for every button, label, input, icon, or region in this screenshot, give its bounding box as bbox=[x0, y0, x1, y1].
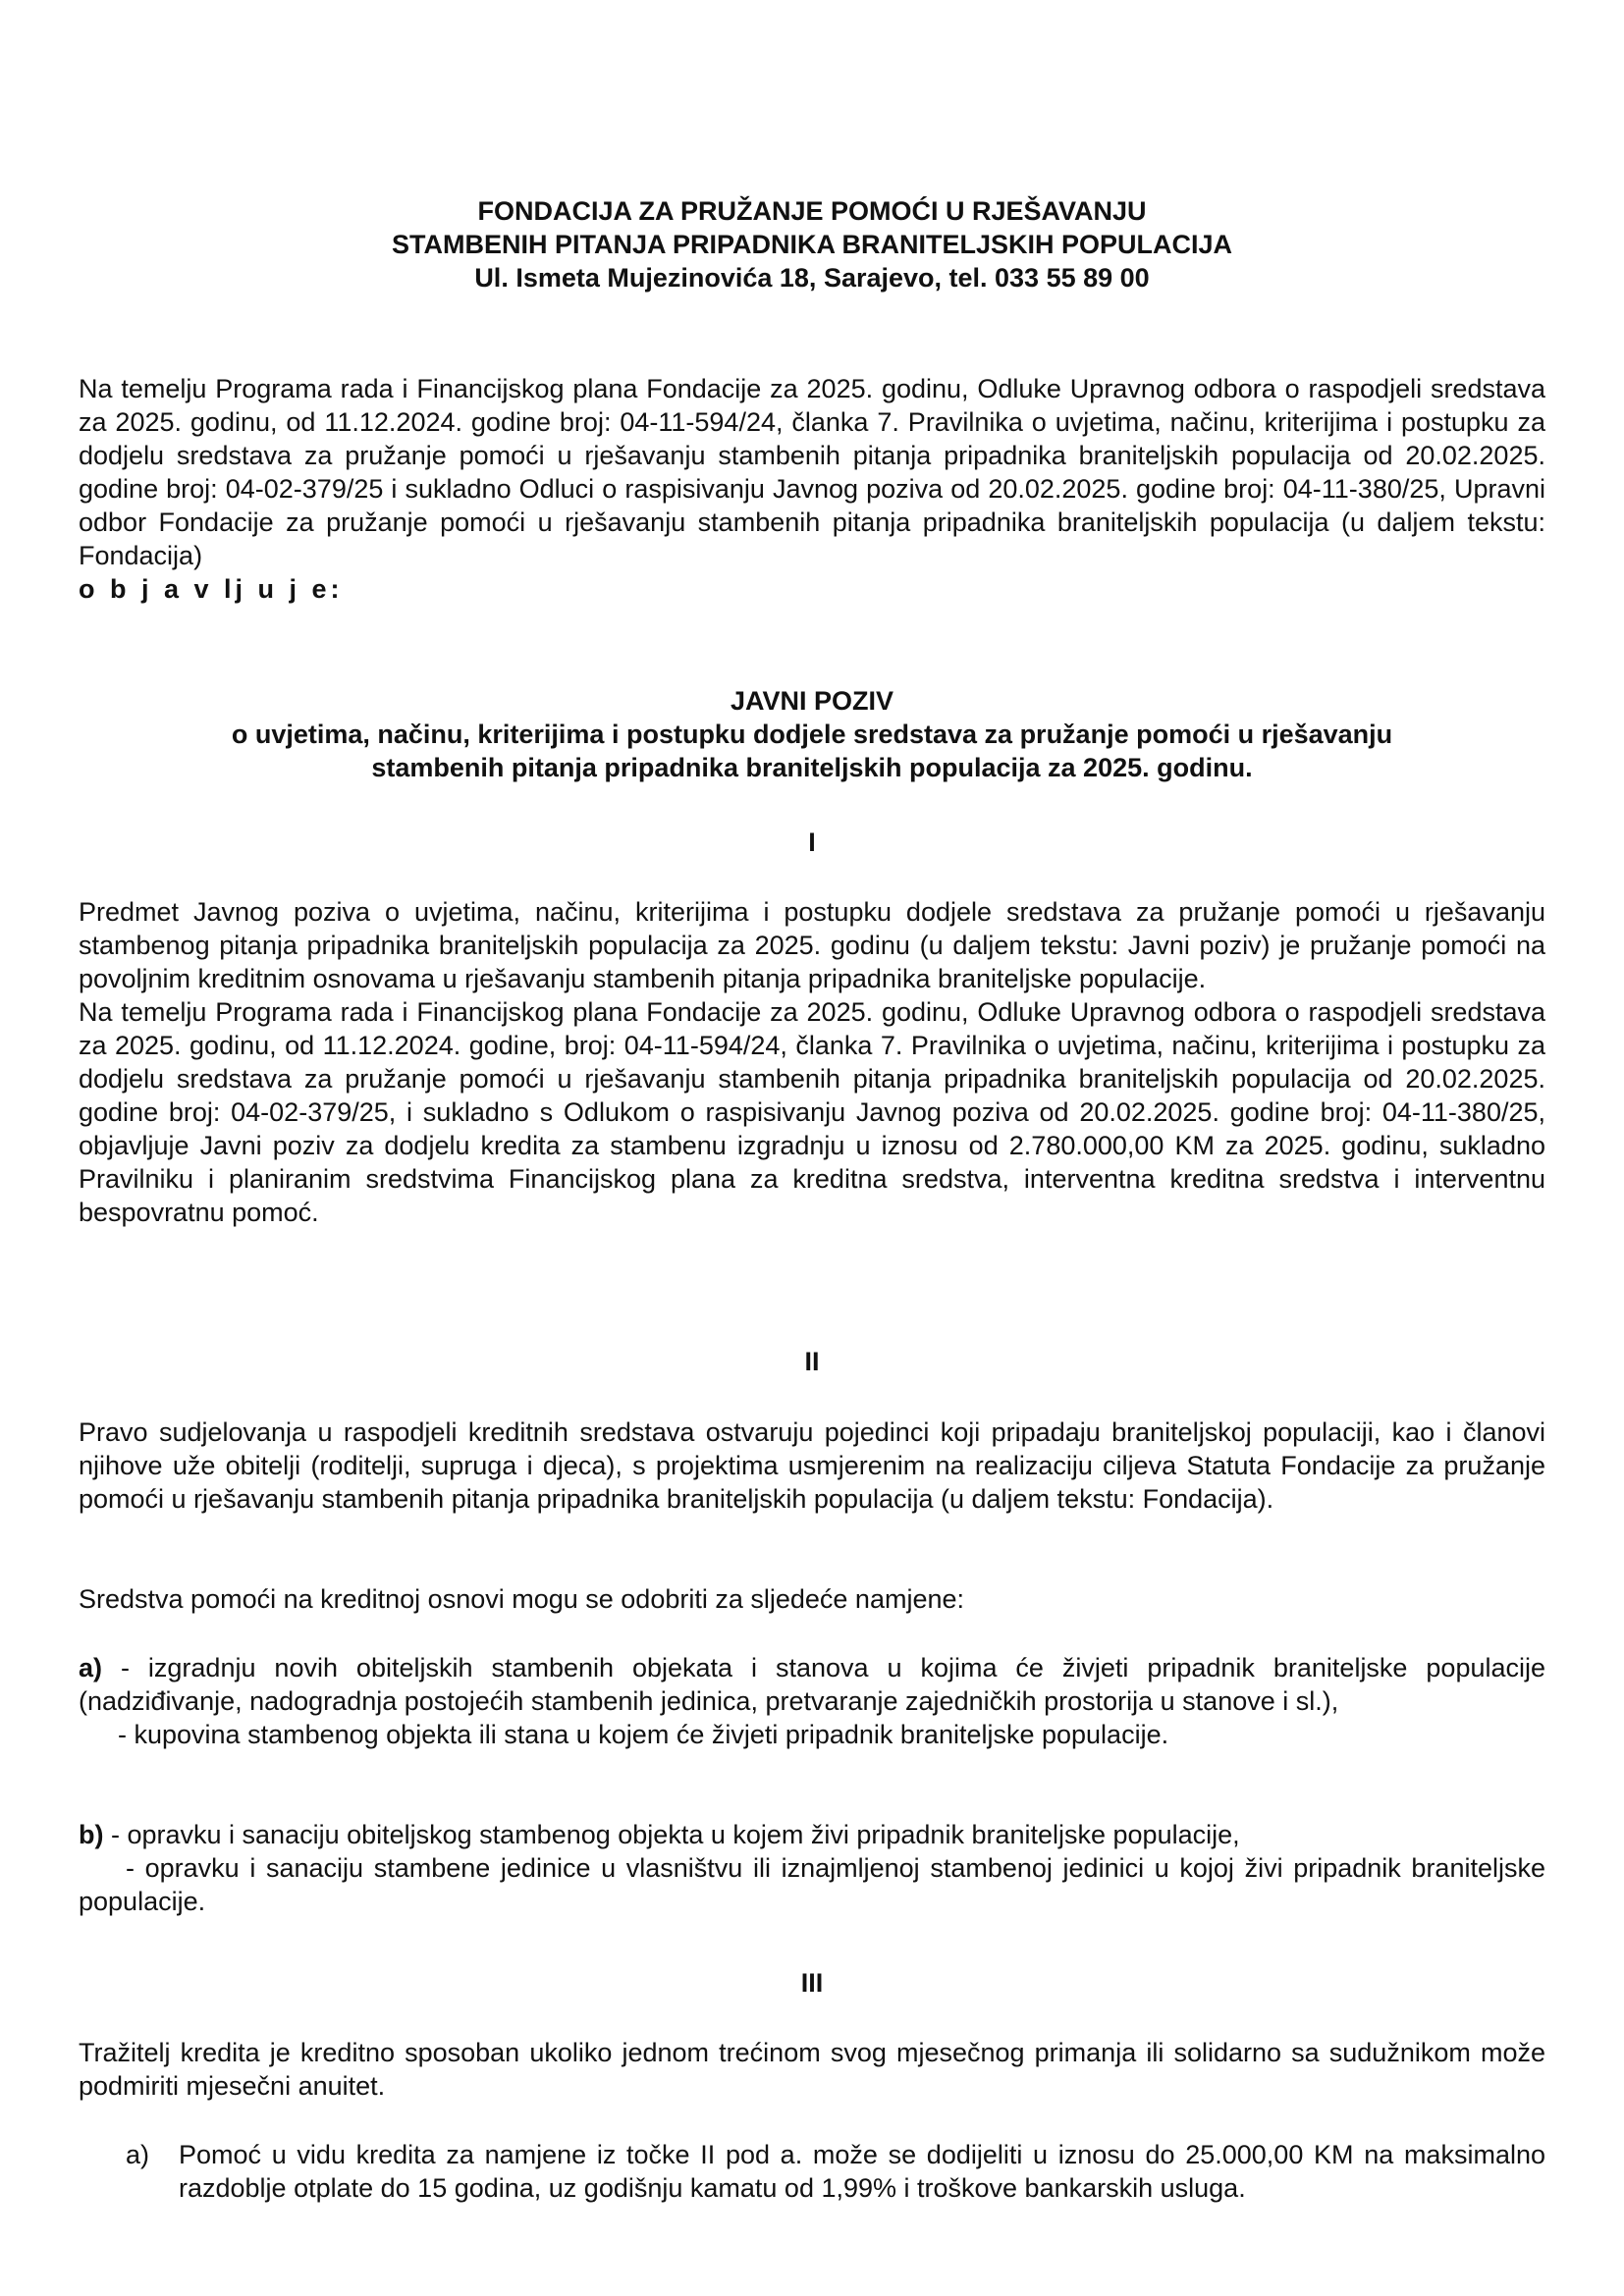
numbered-item-a-text: Pomoć u vidu kredita za namjene iz točke II pod a. može se dodijeliti u iznosu do 25.000,00 KM na maksimalno razdoblje otplate do 15 godina, uz godišnju kamatu od 1,99% i troškove bankarskih usluga. bbox=[179, 2140, 1545, 2203]
document-subtitle-line1: o uvjetima, načinu, kriterijima i postupku dodjele sredstava za pružanje pomoći u rješavanju bbox=[231, 720, 1393, 749]
section-1-body bbox=[79, 895, 1545, 1229]
section-1-paragraph-1: Predmet Javnog poziva o uvjetima, načinu, kriterijima i postupku dodjele sredstava za pružanje pomoći u rješavanju stambenog pitanja pripadnika braniteljskih populacija za 2025. godinu (u daljem tekstu: Javni poziv) je pružanje pomoći na povoljnim kreditnim osnovama u rješavanju stambenih pitanja pripadnika braniteljske populacije. bbox=[79, 897, 1545, 993]
list-b-item-1-text: - opravku i sanaciju obiteljskog stambenog objekta u kojem živi pripadnik braniteljske populacije, bbox=[103, 1820, 1240, 1849]
section-3 bbox=[79, 1966, 1545, 2000]
header-org-line1: FONDACIJA ZA PRUŽANJE POMOĆI U RJEŠAVANJU bbox=[477, 196, 1147, 226]
section-1-paragraph-2: Na temelju Programa rada i Financijskog plana Fondacije za 2025. godinu, Odluke Upravnog odbora o raspodjeli sredstava za 2025. godinu, od 11.12.2024. godine, broj: 04-11-594/24, članka 7. Pravilnika o uvjetima, načinu, kriterijima i postupku za dodjelu sredstava za pružanje pomoći u rješavanju stambenih pitanja pripadnika braniteljskih populacija od 20.02.2025. godine broj: 04-02-379/25, i sukladno s Odlukom o raspisivanju Javnog poziva od 20.02.2025. godine broj: 04-11-380/25, objavljuje Javni poziv za dodjelu kredita za stambenu izgradnju u iznosu od 2.780.000,00 KM za 2025. godinu, sukladno Pravilniku i planiranim sredstvima Financijskog plana za kreditna sredstva, interventna kreditna sredstva i interventnu bespovratnu pomoć. bbox=[79, 997, 1545, 1227]
list-b-item-1 bbox=[79, 1818, 1545, 1851]
intro-block bbox=[79, 372, 1545, 606]
list-a-item-1 bbox=[79, 1651, 1545, 1718]
section-2-paragraph-2: Sredstva pomoći na kreditnoj osnovi mogu se odobriti za sljedeće namjene: bbox=[79, 1584, 964, 1614]
header-address: Ul. Ismeta Mujezinovića 18, Sarajevo, tel. 033 55 89 00 bbox=[474, 263, 1150, 293]
section-3-heading: III bbox=[800, 1968, 824, 1998]
section-2-list-b bbox=[79, 1818, 1545, 1918]
intro-paragraph: Na temelju Programa rada i Financijskog plana Fondacije za 2025. godinu, Odluke Upravnog odbora o raspodjeli sredstava za 2025. godinu, od 11.12.2024. godine broj: 04-11-594/24, članka 7. Pravilnika o uvjetima, načinu, kriterijima i postupku za dodjelu sredstava za pružanje pomoći u rješavanju stambenih pitanja pripadnika braniteljskih populacija od 20.02.2025. godine broj: 04-02-379/25 i sukladno Odluci o raspisivanju Javnog poziva od 20.02.2025. godine broj: 04-11-380/25, Upravni odbor Fondacije za pružanje pomoći u rješavanju stambenih pitanja pripadnika braniteljskih populacija (u daljem tekstu: Fondacija) bbox=[79, 374, 1545, 570]
document-title: JAVNI POZIV bbox=[730, 686, 894, 716]
document-subtitle-line2: stambenih pitanja pripadnika braniteljskih populacija za 2025. godinu. bbox=[371, 753, 1253, 782]
intro-announce: o b j a v lj u j e: bbox=[79, 574, 344, 604]
section-1-heading: I bbox=[808, 828, 816, 857]
document-header bbox=[79, 194, 1545, 294]
list-a-label: a) bbox=[79, 1653, 103, 1682]
title-block bbox=[79, 684, 1545, 784]
numbered-item-a bbox=[126, 2138, 1545, 2205]
section-2-list-a bbox=[79, 1651, 1545, 1751]
section-3-paragraph-1: Tražitelj kredita je kreditno sposoban ukoliko jednom trećinom svog mjesečnog primanja ili solidarno sa sudužnikom može podmiriti mjesečni anuitet. bbox=[79, 2038, 1545, 2101]
list-b-item-2: - opravku i sanaciju stambene jedinice u vlasništvu ili iznajmljenoj stambenoj jedinici u kojoj živi pripadnik braniteljske populacije. bbox=[79, 1853, 1545, 1916]
section-2-body bbox=[79, 1415, 1545, 1516]
numbered-item-a-marker: a) bbox=[126, 2140, 150, 2169]
section-2-paragraph-1: Pravo sudjelovanja u raspodjeli kreditnih sredstava ostvaruju pojedinci koji pripadaju braniteljskoj populaciji, kao i članovi njihove uže obitelji (roditelji, supruga i djeca), s projektima usmjerenim na realizaciju ciljeva Statuta Fondacije za pružanje pomoći u rješavanju stambenih pitanja pripadnika braniteljskih populacija (u daljem tekstu: Fondacija). bbox=[79, 1417, 1545, 1514]
header-org-line2: STAMBENIH PITANJA PRIPADNIKA BRANITELJSKIH POPULACIJA bbox=[391, 230, 1233, 259]
section-3-item-a bbox=[126, 2138, 1545, 2205]
list-a-item-1-text: - izgradnju novih obiteljskih stambenih objekata i stanova u kojima će živjeti pripadnik braniteljske populacije (nadziđivanje, nadogradnja postojećih stambenih jedinica, pretvaranje zajedničkih prostorija u stanove i sl.), bbox=[79, 1653, 1545, 1716]
section-3-body bbox=[79, 2036, 1545, 2103]
section-1 bbox=[79, 826, 1545, 859]
section-2 bbox=[79, 1345, 1545, 1378]
section-2-purposes-intro bbox=[79, 1582, 1545, 1616]
section-2-heading: II bbox=[804, 1347, 820, 1376]
list-a-item-2: - kupovina stambenog objekta ili stana u kojem će živjeti pripadnik braniteljske populacije. bbox=[118, 1720, 1169, 1749]
list-b-label: b) bbox=[79, 1820, 104, 1849]
